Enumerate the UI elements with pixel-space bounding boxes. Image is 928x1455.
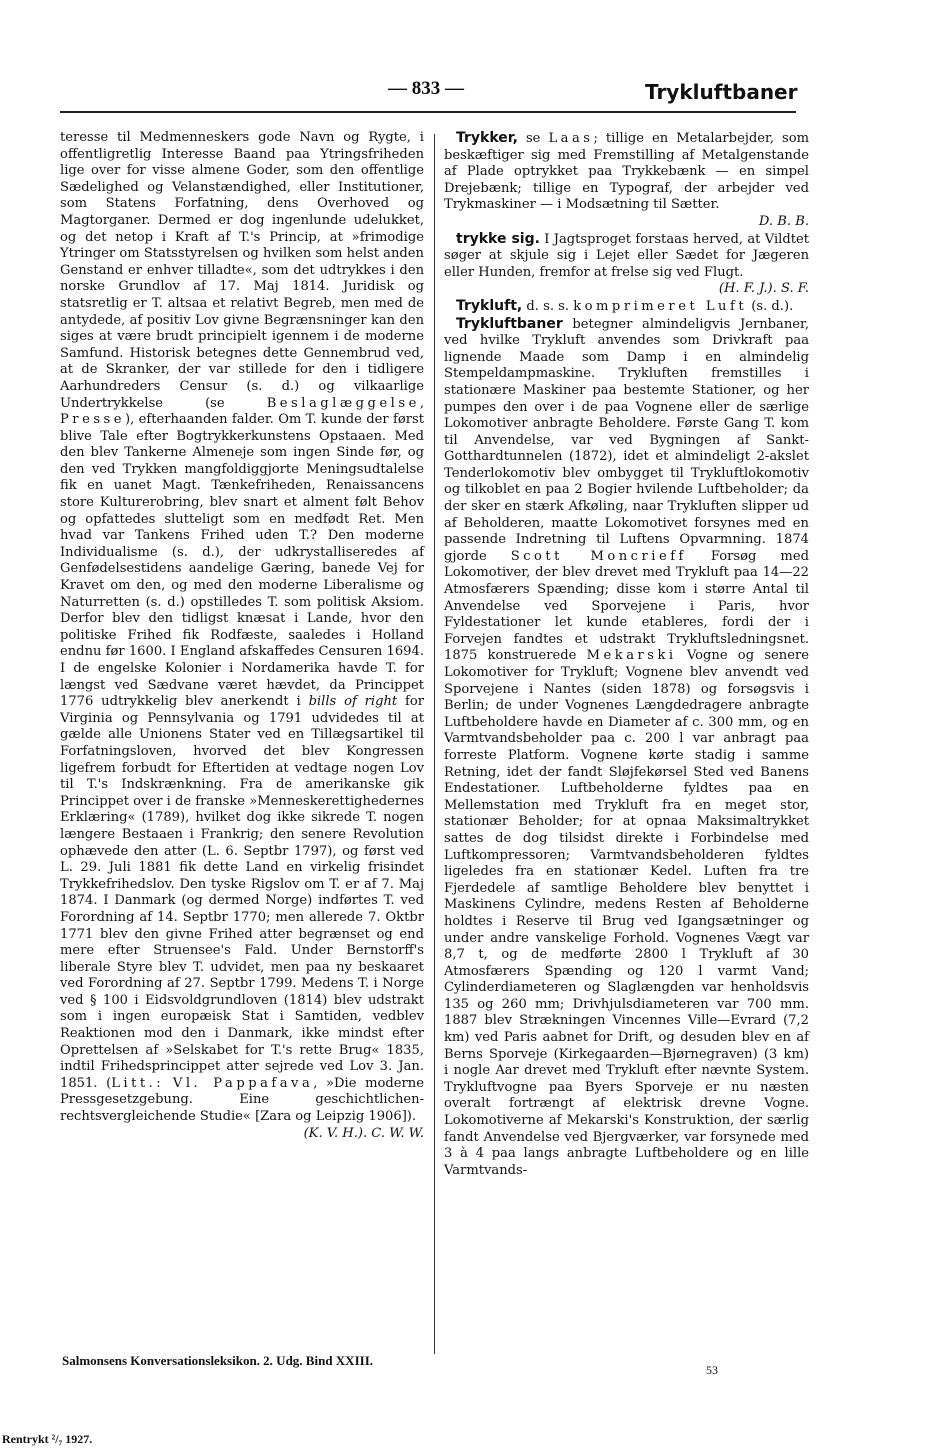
left-signature: (K. V. H.). C. W. W.	[303, 1125, 424, 1141]
litt-author: Vl. Pappafava	[172, 1075, 314, 1091]
entry-trykke-sig: trykke sig. I Jagtsproget forstaas herved, at Vildtet søger at skjule sig i Lejet eller Sædet for Jægeren eller Hunden, fremfor at frelse sig ved Flugt. (H. F. J.). S. F.	[444, 230, 809, 297]
left-column	[60, 130, 424, 1142]
entry-trykluftbaner: Trykluftbaner betegner almindeligvis Jernbaner, ved hvilke Trykluft anvendes som Drivkraft paa lignende Maade som Damp i en almindelig Stempeldampmaskine. Trykluften fremstilles i stationære Maskiner paa bestemte Stationer, og her pumpes den over i de paa Vognene eller de særlige Lokomotiver anbragte Beholdere. Første Gang T. kom til Anvendelse, var ved Bygningen af Sankt-Gotthardtunnelen (1872), idet et almindeligt 2-akslet Tenderlokomotiv blev ombygget til Trykluftlokomotiv og tilkoblet en paa 2 Bogier hvilende Luftbeholder; da der sker en stærk Afkøling, naar Trykluften slipper ud af Beholderen, maatte Lokomotivet forsynes med en passende Indretning til Luftens Opvarmning. 1874 gjorde Scott Moncrieff Forsøg med Lokomotiver, der blev drevet med Trykluft paa 14—22 Atmosfærers Spænding; disse kom i større Antal til Anvendelse ved Sporvejene i Paris, hvor Fyldestationer let kunde etableres, fordi der i Forvejen fandtes et udstrakt Trykluftsledningsnet. 1875 konstruerede Mekarski Vogne og senere Lokomotiver for Trykluft; Vognene blev anvendt ved Sporvejene i Nantes (siden 1878) og forsøgsvis i Berlin; de under Vognenes Længdedragere anbragte Luftbeholdere havde en Diameter af c. 300 mm, og en Varmtvandsbeholder paa c. 200 l var anbragt paa forreste Platform. Vognene kørte stadig i samme Retning, idet der fandt Sløjfekørsel Sted ved Banens Endestationer. Luftbeholderne fyldtes paa en Mellemstation med Trykluft fra en meget stor, stationær Beholder; for at opnaa Maksimaltrykket sattes de dog tilsidst direkte i Forbindelse med Luftkompressoren; Varmtvandsbeholderen fyldtes ligeledes fra en stationær Kedel. Luften fra tre Fjerdedele af samtlige Beholdere blev benyttet i Maskinens Cylindre, medens Resten af Beholderne holdtes i Reserve til Brug ved Igangsætninger og under andre vanskelige Forhold. Vognenes Vægt var 8,7 t, og de medførte 2800 l Trykluft af 30 Atmosfærers Spænding og 120 l varmt Vand; Cylinderdiameteren og Slaglængden var henholdsvis 135 og 260 mm; Drivhjulsdiameteren var 700 mm. 1887 blev Strækningen Vincennes Ville—Evrard (7,2 km) ved Paris aabnet for Drift, og desuden blev en af Berns Sporveje (Kirkegaarden—Bjørnegraven) (3 km) i nogle Aar drevet med Trykluft efter nævnte System. Trykluftvogne paa Byers Sporveje er nu næsten overalt fortrængt af elektrisk drevne Vogne. Lokomotiverne af Mekarski's Konstruktion, der særlig fandt Anvendelse ved Bjergværker, var forsynede med 3 à 4 paa langs anbragte Luftbeholdere og en lille Varmtvands-	[444, 315, 809, 1178]
signature-trykke-sig: (H. F. J.). S. F.	[718, 281, 809, 297]
column-rule	[434, 134, 435, 1354]
headword-trykke-sig: trykke sig.	[456, 230, 540, 247]
bills-of-right: bills of right	[308, 694, 398, 710]
litt-label: Litt.:	[111, 1075, 165, 1091]
headword-trykluft: Trykluft,	[456, 297, 523, 314]
publication-footer: Salmonsens Konversationsleksikon. 2. Udg. Bind XXIII.	[62, 1353, 373, 1368]
entry-trykluft: Trykluft, d. s. s. komprimeret Luft (s. d.).	[456, 297, 794, 314]
running-title: Trykluftbaner	[645, 80, 798, 104]
left-column-text: teresse til Medmenneskers gode Navn og Rygte, i offentligretlig Interesse Baand paa Ytringsfriheden lige over for visse almene Goder, som den offentlige Sædelighed og Velanstændighed, eller Institutioner, som Statens Forfatning, dens Overhoved og Magtorganer. Dermed er dog ingenlunde udelukket, og det netop i Kraft af T.'s Princip, at »frimodige Ytringer om Statsstyrelsen og hvilken som helst anden Genstand er enhver tilladte«, som det udtrykkes i den norske Grundlov af 17. Maj 1814. Juridisk og statsretlig er T. altsaa et relativt Begreb, men med de antydede, af positiv Lov givne Begrænsninger kan den siges at være brudt principielt igennem i de moderne Samfund. Historisk betegnes dette Gennembrud ved, at de Skranker, der var stillede for den i tidligere Aarhundreders Censur (s. d.) og vilkaarlige Undertrykkelse (se Beslaglæggelse, Presse), efterhaanden falder. Om T. kunde der først blive Tale efter Bogtrykkerkunstens Opstaaen. Med den blev Tankerne Almeneje som ingen Sinde før, og den ved Trykken mangfoldiggjorte Meningsudtalelse fik en uanet Magt. Tænkefriheden, Renaissancens store Kulturerobring, blev snart et alment følt Behov og opfattedes slutteligt som en medfødt Ret. Men hvad var Tankens Frihed uden T.? Den moderne Individualisme (s. d.), der udkrystalliseredes af Genfødelsestidens aandelige Gæring, banede Vej for Kravet om den, og med den moderne Liberalisme og Naturretten (s. d.) opstilledes T. som politisk Aksiom. Derfor blev den tidligst knæsat i Lande, hvor den politiske Frihed fik Rodfæste, saaledes i Holland endnu før 1600. I England afskaffedes Censuren 1694. I de engelske Kolonier i Nordamerika havde T. for længst ved Sædvane været hævdet, da Princippet 1776 udtrykkelig blev anerkendt i bills of right for Virginia og Pennsylvania og 1791 udvidedes til at gælde alle Unionens Stater ved en Tillægsartikel til Forfatningsloven, hvorved det blev Kongressen ligefrem forbudt for Eftertiden at vedtage nogen Lov til T.'s Indskrænkning. Fra de amerikanske gik Princippet over i de franske »Menneskerettighedernes Erklæring« (1789), hvilket dog ikke sikrede T. nogen længere Bestaaen i Frankrig; den senere Revolution ophævede den atter (L. 6. Septbr 1797), og først ved L. 29. Juli 1881 fik dette Land en virkelig frisindet Trykkefrihedslov. Den tyske Rigslov om T. er af 7. Maj 1874. I Danmark (og dermed Norge) indførtes T. ved Forordning af 14. Septbr 1770; men allerede 7. Oktbr 1771 blev den givne Frihed atter begrænset og end mere efter Struensee's Fald. Under Bernstorff's liberale Styre blev T. udvidet, men paa ny beskaaret ved Forordning af 27. Septbr 1799. Medens T. i Norge ved § 100 i Eidsvoldgrundloven (1814) blev udstrakt som i ingen europæisk Stat i Samtiden, vedblev Reaktionen mod den i Danmark, ikke mindst efter Oprettelsen af »Selskabet for T.'s rette Brug« 1835, indtil Frihedsprincippet atter sejrede ved Lov 3. Jan. 1851. (Litt.: Vl. Pappafava, »Die moderne Pressgesetzgebung. Eine geschichtlichen-rechtsvergleichende Studie« [Zara og Leipzig 1906]). (K. V. H.). C. W. W.	[60, 130, 425, 1141]
headword-trykluftbaner: Trykluftbaner	[456, 315, 563, 332]
ref-beslaglaeggelse: Beslaglæggelse	[266, 395, 420, 411]
right-column	[444, 130, 809, 1179]
signature-trykker: D. B. B.	[758, 213, 809, 229]
page-number: — 833 —	[388, 78, 464, 99]
headword-trykker: Trykker,	[456, 130, 518, 146]
entry-trykker: Trykker, se Laas; tillige en Metalarbejder, som beskæftiger sig med Fremstilling af Metalgenstande af Plade optrykket paa Trykkebænk — en simpel Drejebænk; tillige en Typograf, der arbejder ved Trykmaskiner — i Modsætning til Sætter. D. B. B.	[444, 130, 810, 229]
ref-presse: Presse	[60, 412, 126, 428]
reprint-note: Rentrykt ²/₇ 1927.	[2, 1432, 93, 1446]
signature-number: 53	[706, 1363, 718, 1377]
header-rule	[60, 111, 796, 113]
